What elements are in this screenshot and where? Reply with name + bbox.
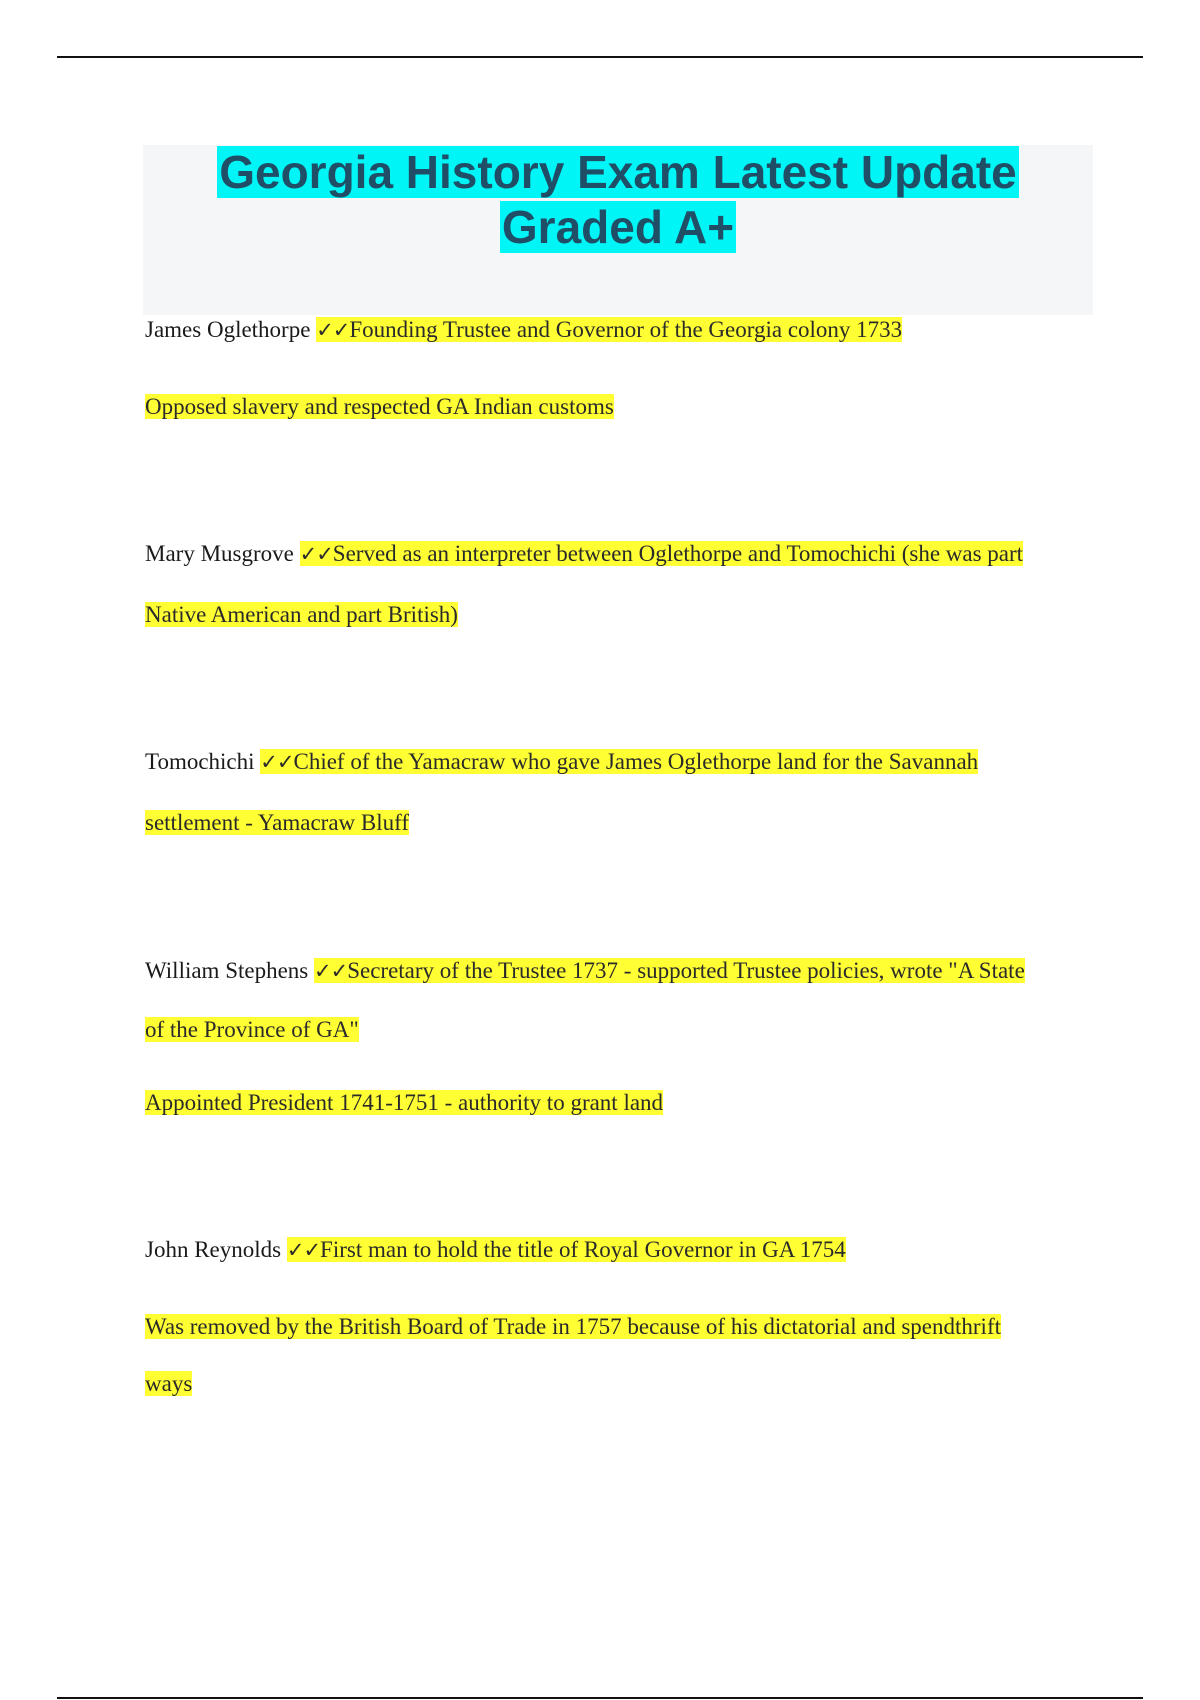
bottom-rule <box>57 1697 1143 1699</box>
definition-text: Founding Trustee and Governor of the Georgia colony 1733 <box>349 317 903 342</box>
definition-text: settlement - Yamacraw Bluff <box>145 810 410 835</box>
entry-term: John Reynolds <box>145 1237 282 1262</box>
title-line-1: Georgia History Exam Latest Update <box>219 146 1017 198</box>
check-icon: ✓✓ <box>299 542 333 566</box>
title-line-2: Graded A+ <box>501 201 735 253</box>
entry-term: James Oglethorpe <box>145 317 311 342</box>
entry-tomochichi <box>145 746 978 778</box>
entry-term: Mary Musgrove <box>145 541 294 566</box>
definition-text: First man to hold the title of Royal Governor in GA 1754 <box>320 1237 846 1262</box>
definition-text: Secretary of the Trustee 1737 - supported Trustee policies, wrote "A State <box>347 958 1025 983</box>
definition-text: Served as an interpreter between Oglethorpe and Tomochichi (she was part <box>332 541 1024 566</box>
entry-definition-line <box>145 1368 192 1400</box>
entry-mary-musgrove <box>145 538 1023 570</box>
entry-james-oglethorpe <box>145 314 902 346</box>
definition-text: Native American and part British) <box>145 602 458 627</box>
entry-definition-line <box>145 1087 663 1119</box>
top-rule <box>57 56 1143 58</box>
entry-definition-line <box>145 1014 359 1046</box>
entry-definition <box>314 958 1025 983</box>
entry-definition <box>316 317 902 342</box>
entry-definition-line <box>145 1311 1001 1343</box>
definition-text: of the Province of GA" <box>145 1017 359 1042</box>
definition-text: Chief of the Yamacraw who gave James Oglethorpe land for the Savannah <box>293 749 979 774</box>
check-icon: ✓✓ <box>316 318 350 342</box>
definition-text: Was removed by the British Board of Trade in 1757 because of his dictatorial and spendthrift <box>145 1314 1001 1339</box>
definition-text: Appointed President 1741-1751 - authority to grant land <box>145 1090 664 1115</box>
document-title <box>143 145 1093 255</box>
entry-term: William Stephens <box>145 958 309 983</box>
entry-definition <box>287 1237 846 1262</box>
check-icon: ✓✓ <box>260 750 294 774</box>
definition-text: Opposed slavery and respected GA Indian customs <box>145 394 614 419</box>
check-icon: ✓✓ <box>314 959 348 983</box>
entry-definition-line <box>145 807 409 839</box>
entry-term: Tomochichi <box>145 749 255 774</box>
entry-definition-line <box>145 391 614 423</box>
entry-definition <box>260 749 978 774</box>
entry-john-reynolds <box>145 1234 846 1266</box>
entry-definition <box>300 541 1023 566</box>
definition-text: ways <box>145 1371 193 1396</box>
entry-william-stephens <box>145 955 1025 987</box>
entry-definition-line <box>145 599 458 631</box>
check-icon: ✓✓ <box>286 1238 321 1262</box>
